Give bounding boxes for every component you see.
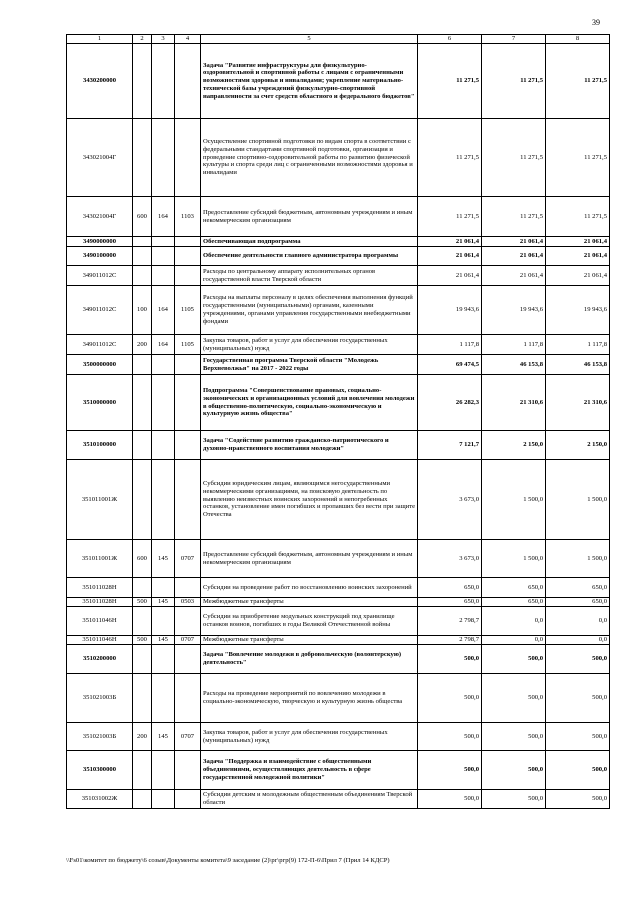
table-row	[67, 247, 610, 266]
amount-col8: 500,0	[546, 790, 610, 809]
column-number: 2	[133, 35, 152, 44]
budget-code: 351021003Б	[67, 723, 133, 751]
budget-code: 351011028Н	[67, 598, 133, 607]
amount-col6: 21 061,4	[418, 247, 482, 266]
amount-col7: 11 271,5	[482, 197, 546, 237]
amount-col8: 46 153,8	[546, 355, 610, 375]
budget-code: 3490000000	[67, 237, 133, 247]
amount-col8: 21 061,4	[546, 237, 610, 247]
amount-col6: 2 798,7	[418, 636, 482, 645]
description: Предоставление субсидий бюджетным, автономным учреждениям и иным некоммерческим организациям	[201, 197, 418, 237]
section-code: 1105	[175, 335, 201, 355]
table-row	[67, 119, 610, 197]
table-body	[67, 35, 610, 809]
table-row	[67, 237, 610, 247]
expense-type	[133, 266, 152, 286]
admin-code: 145	[152, 723, 175, 751]
amount-col6: 69 474,5	[418, 355, 482, 375]
description: Задача "Поддержка и взаимодействие с общественными объединениями, осуществляющих деятельность в сфере государственной молодежной политики"	[201, 751, 418, 790]
amount-col6: 650,0	[418, 578, 482, 598]
amount-col6: 650,0	[418, 598, 482, 607]
column-number-row	[67, 35, 610, 44]
admin-code	[152, 375, 175, 431]
amount-col6: 500,0	[418, 790, 482, 809]
description: Межбюджетные трансферты	[201, 636, 418, 645]
description: Закупка товаров, работ и услуг для обеспечения государственных (муниципальных) нужд	[201, 335, 418, 355]
amount-col6: 1 117,8	[418, 335, 482, 355]
amount-col8: 21 310,6	[546, 375, 610, 431]
budget-code: 3510200000	[67, 645, 133, 674]
section-code: 0707	[175, 540, 201, 578]
amount-col7: 650,0	[482, 598, 546, 607]
amount-col7: 46 153,8	[482, 355, 546, 375]
section-code	[175, 266, 201, 286]
column-number: 7	[482, 35, 546, 44]
section-code	[175, 790, 201, 809]
admin-code	[152, 247, 175, 266]
admin-code: 145	[152, 598, 175, 607]
table-row	[67, 751, 610, 790]
expense-type: 500	[133, 598, 152, 607]
amount-col6: 3 673,0	[418, 460, 482, 540]
budget-code: 351011028Н	[67, 578, 133, 598]
amount-col7: 2 150,0	[482, 431, 546, 460]
column-number: 3	[152, 35, 175, 44]
amount-col6: 21 061,4	[418, 237, 482, 247]
admin-code	[152, 119, 175, 197]
description: Обеспечение деятельности главного администратора программы	[201, 247, 418, 266]
column-number: 1	[67, 35, 133, 44]
table-row	[67, 460, 610, 540]
section-code: 1105	[175, 286, 201, 335]
section-code	[175, 578, 201, 598]
admin-code	[152, 431, 175, 460]
expense-type: 600	[133, 540, 152, 578]
amount-col8: 1 117,8	[546, 335, 610, 355]
admin-code	[152, 460, 175, 540]
amount-col8: 21 061,4	[546, 247, 610, 266]
table-row	[67, 578, 610, 598]
amount-col7: 500,0	[482, 645, 546, 674]
amount-col7: 19 943,6	[482, 286, 546, 335]
admin-code: 145	[152, 540, 175, 578]
admin-code: 145	[152, 636, 175, 645]
budget-code: 3510300000	[67, 751, 133, 790]
description: Межбюджетные трансферты	[201, 598, 418, 607]
budget-code: 351011001Ж	[67, 460, 133, 540]
budget-code: 343021004Г	[67, 197, 133, 237]
expense-type	[133, 645, 152, 674]
amount-col6: 500,0	[418, 751, 482, 790]
table-row	[67, 636, 610, 645]
admin-code	[152, 44, 175, 119]
admin-code: 164	[152, 197, 175, 237]
expense-type	[133, 460, 152, 540]
section-code: 0707	[175, 723, 201, 751]
amount-col8: 11 271,5	[546, 197, 610, 237]
amount-col6: 2 798,7	[418, 607, 482, 636]
description: Субсидии детским и молодежным общественным объединениям Тверской области	[201, 790, 418, 809]
amount-col7: 1 500,0	[482, 540, 546, 578]
amount-col8: 0,0	[546, 607, 610, 636]
budget-code: 349011012С	[67, 286, 133, 335]
amount-col8: 500,0	[546, 645, 610, 674]
column-number: 4	[175, 35, 201, 44]
table-row	[67, 674, 610, 723]
expense-type: 500	[133, 636, 152, 645]
amount-col7: 11 271,5	[482, 119, 546, 197]
description: Субсидии юридическим лицам, являющимся негосударственными некоммерческими организациями, на поисковую деятельность по выявлению неизвестных воинских захоронений и непогребенных останков, установление имен погибших и пропавших без вести при защите Отечества	[201, 460, 418, 540]
amount-col8: 500,0	[546, 751, 610, 790]
admin-code	[152, 645, 175, 674]
amount-col8: 650,0	[546, 578, 610, 598]
amount-col7: 21 061,4	[482, 266, 546, 286]
expense-type	[133, 375, 152, 431]
table-row	[67, 540, 610, 578]
table-row	[67, 598, 610, 607]
section-code	[175, 119, 201, 197]
amount-col6: 500,0	[418, 645, 482, 674]
amount-col6: 21 061,4	[418, 266, 482, 286]
expense-type: 600	[133, 197, 152, 237]
description: Задача "Развитие инфраструктуры для физкультурно-оздоровительной и спортивной работы с лицами с ограниченными возможностями здоровья и инвалидами; укрепление материально-технической базы учреждений физкультурно-спортивной направленности за счет средств областного и федерального бюджетов"	[201, 44, 418, 119]
table-row	[67, 375, 610, 431]
admin-code	[152, 751, 175, 790]
admin-code	[152, 607, 175, 636]
amount-col6: 7 121,7	[418, 431, 482, 460]
description: Задача "Содействие развитию гражданско-патриотического и духовно-нравственного воспитания молодежи"	[201, 431, 418, 460]
admin-code	[152, 674, 175, 723]
amount-col8: 0,0	[546, 636, 610, 645]
budget-code: 351021003Б	[67, 674, 133, 723]
expense-type	[133, 431, 152, 460]
table-row	[67, 286, 610, 335]
table-row	[67, 431, 610, 460]
expense-type	[133, 355, 152, 375]
amount-col8: 500,0	[546, 674, 610, 723]
expense-type	[133, 119, 152, 197]
expense-type	[133, 751, 152, 790]
amount-col7: 1 500,0	[482, 460, 546, 540]
description: Субсидии на проведение работ по восстановлению воинских захоронений	[201, 578, 418, 598]
amount-col8: 1 500,0	[546, 540, 610, 578]
section-code	[175, 674, 201, 723]
amount-col7: 21 310,6	[482, 375, 546, 431]
amount-col7: 500,0	[482, 723, 546, 751]
section-code	[175, 44, 201, 119]
amount-col7: 1 117,8	[482, 335, 546, 355]
amount-col6: 26 282,3	[418, 375, 482, 431]
amount-col8: 11 271,5	[546, 119, 610, 197]
column-number: 5	[201, 35, 418, 44]
admin-code	[152, 790, 175, 809]
budget-code: 3490100000	[67, 247, 133, 266]
expense-type	[133, 237, 152, 247]
table-row	[67, 790, 610, 809]
amount-col7: 0,0	[482, 607, 546, 636]
table-row	[67, 607, 610, 636]
description: Расходы на выплаты персоналу в целях обеспечения выполнения функций государственными (муниципальными) органами, казенными учреждениями, органами управления государственными внебюджетными фондами	[201, 286, 418, 335]
expense-type	[133, 247, 152, 266]
section-code: 0707	[175, 636, 201, 645]
amount-col6: 3 673,0	[418, 540, 482, 578]
amount-col6: 11 271,5	[418, 119, 482, 197]
column-number: 8	[546, 35, 610, 44]
expense-type	[133, 44, 152, 119]
expense-type: 200	[133, 335, 152, 355]
amount-col7: 21 061,4	[482, 237, 546, 247]
amount-col8: 650,0	[546, 598, 610, 607]
description: Обеспечивающая подпрограмма	[201, 237, 418, 247]
page-number: 39	[592, 18, 600, 27]
budget-table	[66, 34, 610, 809]
admin-code: 164	[152, 335, 175, 355]
table-row	[67, 197, 610, 237]
description: Осуществление спортивной подготовки по видам спорта в соответствии с федеральными стандартами спортивной подготовки, организация и проведение спортивно-оздоровительной работы по развитию физической культуры и спорта среди лиц с ограниченными возможностями здоровья и инвалидами	[201, 119, 418, 197]
description: Подпрограмма "Совершенствование правовых, социально-экономических и организационных условий для вовлечения молодежи в общественно-политическую, социально-экономическую и культурную жизнь общества"	[201, 375, 418, 431]
budget-code: 349011012С	[67, 335, 133, 355]
column-number: 6	[418, 35, 482, 44]
expense-type	[133, 578, 152, 598]
admin-code	[152, 355, 175, 375]
expense-type: 100	[133, 286, 152, 335]
description: Расходы на проведение мероприятий по вовлечению молодежи в социально-экономическую, творческую и культурную жизнь общества	[201, 674, 418, 723]
amount-col8: 500,0	[546, 723, 610, 751]
section-code	[175, 751, 201, 790]
expense-type	[133, 790, 152, 809]
budget-code: 351031002Ж	[67, 790, 133, 809]
expense-type: 200	[133, 723, 152, 751]
admin-code: 164	[152, 286, 175, 335]
section-code	[175, 375, 201, 431]
amount-col7: 0,0	[482, 636, 546, 645]
section-code: 1103	[175, 197, 201, 237]
section-code: 0503	[175, 598, 201, 607]
budget-code: 3510100000	[67, 431, 133, 460]
section-code	[175, 237, 201, 247]
table-row	[67, 355, 610, 375]
admin-code	[152, 237, 175, 247]
budget-code: 351011001Ж	[67, 540, 133, 578]
section-code	[175, 607, 201, 636]
description: Закупка товаров, работ и услуг для обеспечения государственных (муниципальных) нужд	[201, 723, 418, 751]
description: Задача "Вовлечение молодежи в добровольческую (волонтерскую) деятельность"	[201, 645, 418, 674]
file-path-footer: \\Fs01\комитет по бюджету\6 созыв\Документы комитета\9 заседание (2)\рг\ргр(9) 172-П-6\Прил 7 (Прил 14 КДСР)	[66, 857, 390, 864]
description: Расходы по центральному аппарату исполнительных органов государственной власти Тверской области	[201, 266, 418, 286]
amount-col6: 11 271,5	[418, 197, 482, 237]
expense-type	[133, 607, 152, 636]
admin-code	[152, 578, 175, 598]
section-code	[175, 645, 201, 674]
amount-col7: 11 271,5	[482, 44, 546, 119]
section-code	[175, 355, 201, 375]
section-code	[175, 460, 201, 540]
amount-col7: 650,0	[482, 578, 546, 598]
budget-code: 349011012С	[67, 266, 133, 286]
amount-col8: 1 500,0	[546, 460, 610, 540]
amount-col7: 500,0	[482, 751, 546, 790]
budget-code: 3500000000	[67, 355, 133, 375]
table-row	[67, 266, 610, 286]
amount-col6: 500,0	[418, 723, 482, 751]
description: Предоставление субсидий бюджетным, автономным учреждениям и иным некоммерческим организациям	[201, 540, 418, 578]
description: Субсидии на приобретение модульных конструкций под хранилище останков воинов, погибших в годы Великой Отечественной войны	[201, 607, 418, 636]
expense-type	[133, 674, 152, 723]
table-row	[67, 44, 610, 119]
amount-col8: 21 061,4	[546, 266, 610, 286]
amount-col7: 21 061,4	[482, 247, 546, 266]
amount-col8: 2 150,0	[546, 431, 610, 460]
amount-col8: 19 943,6	[546, 286, 610, 335]
table-row	[67, 645, 610, 674]
description: Государственная программа Тверской области "Молодежь Верхневолжья" на 2017 - 2022 годы	[201, 355, 418, 375]
budget-code: 351011046Н	[67, 636, 133, 645]
amount-col6: 500,0	[418, 674, 482, 723]
amount-col6: 19 943,6	[418, 286, 482, 335]
budget-code: 3430200000	[67, 44, 133, 119]
section-code	[175, 431, 201, 460]
budget-code: 3510000000	[67, 375, 133, 431]
table-row	[67, 335, 610, 355]
admin-code	[152, 266, 175, 286]
amount-col6: 11 271,5	[418, 44, 482, 119]
amount-col8: 11 271,5	[546, 44, 610, 119]
budget-code: 351011046Н	[67, 607, 133, 636]
section-code	[175, 247, 201, 266]
budget-code: 343021004Г	[67, 119, 133, 197]
table-row	[67, 723, 610, 751]
amount-col7: 500,0	[482, 790, 546, 809]
amount-col7: 500,0	[482, 674, 546, 723]
